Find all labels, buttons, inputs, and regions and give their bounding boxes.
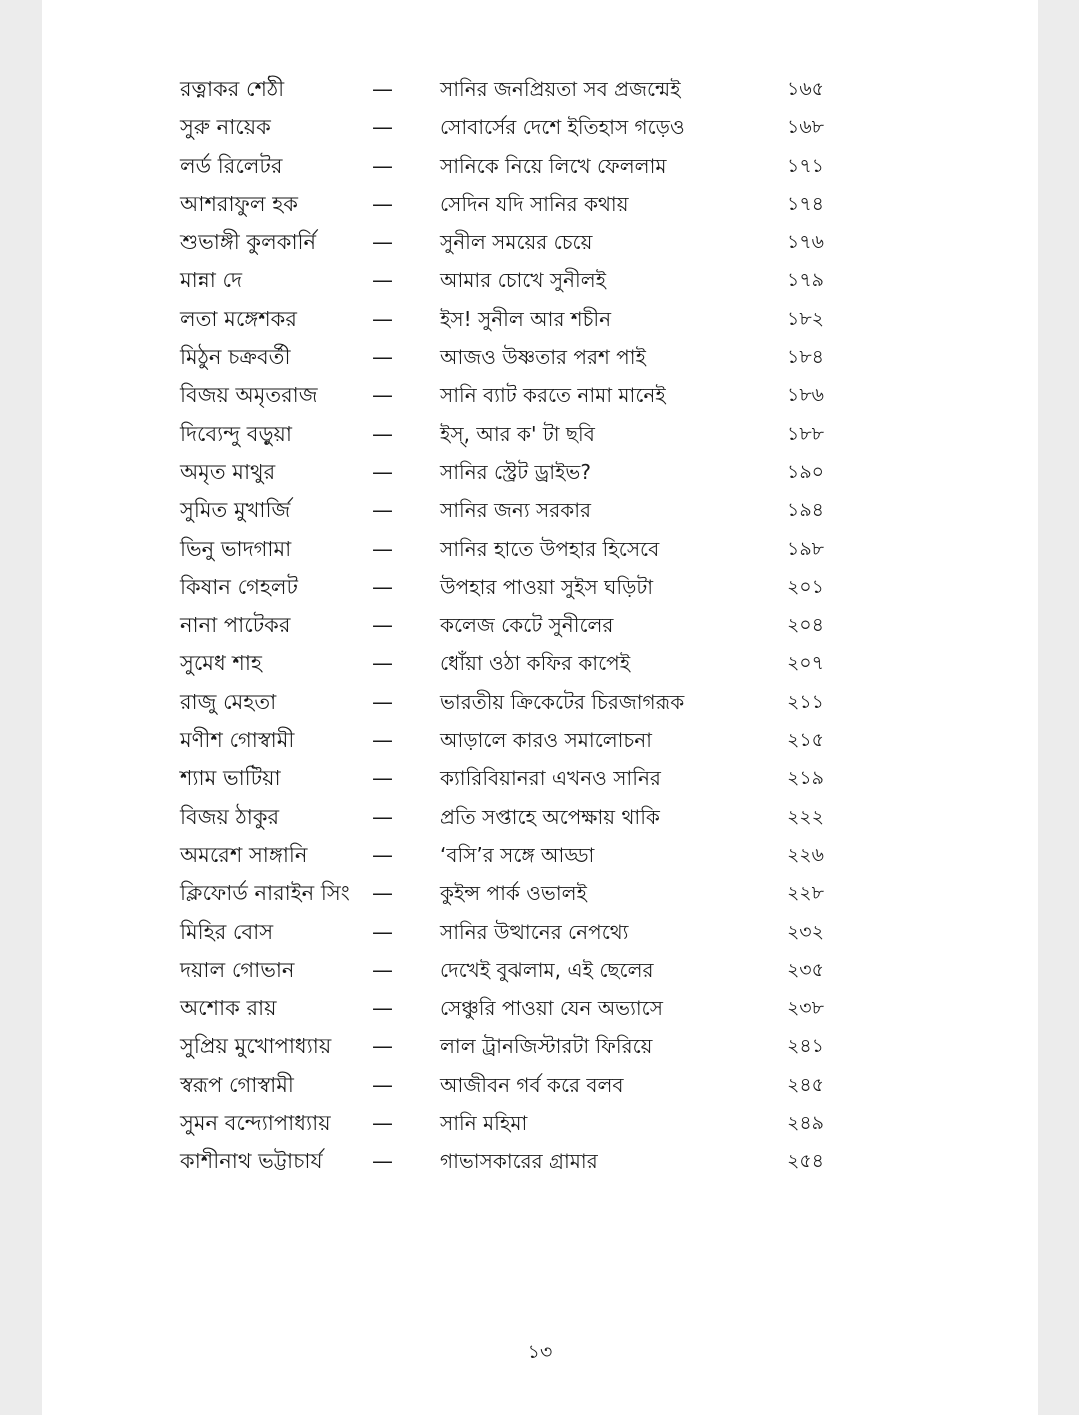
toc-title: আমার চোখে সুনীলই [440, 268, 607, 293]
toc-author: কাশীনাথ ভট্টাচার্য [180, 1149, 323, 1174]
toc-page-number: ১৮৮ [787, 422, 824, 445]
toc-separator: — [372, 1149, 393, 1174]
toc-title: কুইন্স পার্ক ওভালই [440, 881, 587, 906]
toc-row [42, 415, 1038, 453]
toc-row [42, 453, 1038, 491]
toc-separator: — [372, 421, 393, 446]
toc-row [42, 606, 1038, 644]
toc-author: ক্লিফোর্ড নারাইন সিং [180, 881, 350, 906]
toc-row [42, 185, 1038, 223]
toc-author: রত্নাকর শেঠী [180, 77, 285, 101]
toc-row [42, 951, 1038, 989]
toc-page-number: ১৮৬ [786, 384, 824, 407]
toc-separator: — [372, 574, 393, 599]
toc-title: প্রতি সপ্তাহে অপেক্ষায় থাকি [440, 804, 660, 829]
toc-title: সানির উত্থানের নেপথ্যে [440, 919, 629, 944]
toc-page-number: ২৪১ [786, 1035, 824, 1058]
toc-separator: — [372, 1034, 393, 1059]
toc-separator: — [372, 1072, 393, 1097]
toc-author: দয়াল গোভান [180, 957, 295, 982]
toc-page-number: ১৭৪ [786, 192, 824, 215]
toc-title: সানি মহিমা [440, 1111, 528, 1136]
toc-separator: — [372, 536, 393, 561]
toc-author: ভিনু ভাদগামা [180, 536, 292, 561]
toc-separator: — [372, 77, 393, 101]
toc-author: বিজয় অমৃতরাজ [180, 383, 318, 408]
toc-page-number: ২৩৫ [786, 958, 824, 981]
toc-author: নানা পাটেকর [180, 613, 291, 638]
book-page [42, 0, 1038, 1415]
toc-page-number: ২০৪ [786, 614, 824, 637]
toc-page-number: ২৪৯ [786, 1112, 824, 1135]
toc-author: শ্যাম ভাটিয়া [180, 766, 281, 791]
page-number: ১৩ [527, 1341, 553, 1363]
toc-page-number: ১৬৫ [786, 78, 824, 100]
toc-title: দেখেই বুঝলাম, এই ছেলের [440, 957, 654, 982]
toc-row [42, 836, 1038, 874]
toc-row [42, 798, 1038, 836]
toc-page-number: ২৩৮ [786, 997, 824, 1020]
toc-row [42, 759, 1038, 797]
toc-author: রাজু মেহতা [180, 689, 277, 714]
toc-row [42, 376, 1038, 414]
toc-page-number: ১৬৮ [786, 116, 824, 139]
toc-row [42, 1142, 1038, 1180]
toc-author: বিজয় ঠাকুর [180, 804, 280, 829]
toc-author: সুমেধ শাহ [180, 651, 262, 676]
toc-separator: — [372, 957, 393, 982]
toc-title: সানির স্ট্রেট ড্রাইভ? [440, 459, 591, 484]
toc-separator: — [372, 804, 393, 829]
toc-page-number: ১৯৮ [787, 537, 824, 560]
toc-page-number: ১৯৪ [787, 499, 824, 522]
toc-page-number: ১৯০ [786, 460, 824, 483]
toc-page-number: ১৭৬ [786, 231, 824, 254]
toc-row [42, 108, 1038, 146]
toc-title: ‘বসি’র সঙ্গে আড্ডা [440, 842, 595, 867]
toc-separator: — [372, 1111, 393, 1136]
toc-separator: — [372, 383, 393, 408]
toc-row [42, 491, 1038, 529]
toc-title: সানিকে নিয়ে লিখে ফেললাম [440, 153, 667, 178]
toc-author: দিব্যেন্দু বড়ুয়া [180, 421, 292, 446]
toc-author: সুমিত মুখার্জি [180, 498, 291, 523]
toc-row [42, 568, 1038, 606]
toc-page-number: ২২৮ [786, 882, 824, 905]
toc-row [42, 721, 1038, 759]
toc-page-number: ১৮৪ [787, 346, 824, 369]
toc-separator: — [372, 268, 393, 293]
toc-title: সোবার্সের দেশে ইতিহাস গড়েও [440, 115, 685, 140]
toc-title: ইস! সুনীল আর শচীন [440, 306, 612, 331]
toc-title: ক্যারিবিয়ানরা এখনও সানির [440, 766, 661, 791]
toc-row [42, 338, 1038, 376]
toc-separator: — [372, 919, 393, 944]
toc-page-number: ১৭১ [786, 154, 824, 177]
toc-title: আজও উষ্ণতার পরশ পাই [440, 345, 646, 370]
toc-separator: — [372, 881, 393, 906]
toc-separator: — [372, 728, 393, 753]
table-of-contents [42, 70, 1038, 1181]
toc-title: ইস্, আর ক' টা ছবি [440, 421, 595, 446]
toc-title: উপহার পাওয়া সুইস ঘড়িটা [440, 574, 654, 599]
toc-page-number: ২১১ [786, 690, 824, 713]
toc-separator: — [372, 498, 393, 523]
toc-title: সুনীল সময়ের চেয়ে [440, 230, 593, 255]
toc-row [42, 683, 1038, 721]
toc-title: সানির জন্য সরকার [440, 498, 592, 523]
toc-author: অমরেশ সাঙ্গানি [180, 842, 308, 867]
toc-title: সেদিন যদি সানির কথায় [440, 191, 629, 216]
toc-row [42, 530, 1038, 568]
toc-separator: — [372, 651, 393, 676]
toc-author: সুরু নায়েক [180, 115, 271, 140]
toc-author: অশোক রায় [180, 996, 277, 1021]
toc-separator: — [372, 613, 393, 638]
toc-author: মণীশ গোস্বামী [180, 728, 295, 753]
toc-separator: — [372, 306, 393, 331]
toc-author: সুমন বন্দ্যোপাধ্যায় [180, 1111, 331, 1136]
toc-author: মিহির বোস [180, 919, 274, 944]
toc-author: শুভাঙ্গী কুলকার্নি [180, 230, 317, 255]
toc-title: সানির জনপ্রিয়তা সব প্রজন্মেই [440, 77, 681, 101]
toc-page-number: ২৩২ [786, 920, 824, 943]
toc-page-number: ২২২ [786, 805, 824, 828]
toc-row [42, 147, 1038, 185]
toc-author: লর্ড রিলেটর [180, 153, 283, 178]
toc-page-number: ১৮২ [786, 307, 824, 330]
toc-page-number: ২১৫ [786, 729, 824, 752]
toc-author: লতা মঙ্গেশকর [180, 306, 297, 331]
toc-row [42, 1066, 1038, 1104]
toc-row [42, 874, 1038, 912]
toc-title: গাভাসকারের গ্রামার [440, 1149, 598, 1174]
toc-page-number: ২১৯ [786, 767, 824, 790]
toc-row [42, 989, 1038, 1027]
toc-row [42, 261, 1038, 299]
toc-separator: — [372, 153, 393, 178]
toc-author: কিষান গেহলট [180, 574, 298, 599]
toc-row [42, 913, 1038, 951]
toc-row [42, 70, 1038, 108]
toc-page-number: ২৫৪ [786, 1150, 824, 1173]
toc-separator: — [372, 115, 393, 140]
toc-row [42, 300, 1038, 338]
toc-title: লাল ট্রানজিস্টারটা ফিরিয়ে [440, 1034, 653, 1059]
toc-row [42, 644, 1038, 682]
toc-author: সুপ্রিয় মুখোপাধ্যায় [180, 1034, 332, 1059]
toc-author: আশরাফুল হক [180, 191, 298, 216]
toc-title: ভারতীয় ক্রিকেটের চিরজাগরূক [440, 689, 685, 714]
toc-title: আড়ালে কারও সমালোচনা [440, 728, 652, 753]
toc-separator: — [372, 230, 393, 255]
toc-title: সেঞ্চুরি পাওয়া যেন অভ্যাসে [440, 996, 663, 1021]
toc-separator: — [372, 345, 393, 370]
toc-row [42, 223, 1038, 261]
toc-title: আজীবন গর্ব করে বলব [440, 1072, 624, 1097]
toc-separator: — [372, 689, 393, 714]
toc-title: সানির হাতে উপহার হিসেবে [440, 536, 660, 561]
toc-row [42, 1104, 1038, 1142]
toc-page-number: ২৪৫ [786, 1073, 824, 1096]
toc-separator: — [372, 996, 393, 1021]
toc-author: অমৃত মাথুর [180, 459, 276, 484]
toc-title: সানি ব্যাট করতে নামা মানেই [440, 383, 666, 408]
toc-author: স্বরূপ গোস্বামী [180, 1072, 294, 1097]
toc-page-number: ১৭৯ [786, 269, 824, 292]
toc-separator: — [372, 766, 393, 791]
toc-row [42, 1027, 1038, 1065]
toc-separator: — [372, 842, 393, 867]
toc-page-number: ২০৭ [786, 652, 824, 675]
toc-page-number: ২২৬ [786, 843, 824, 866]
toc-separator: — [372, 191, 393, 216]
toc-author: মিঠুন চক্রবর্তী [180, 345, 291, 370]
toc-page-number: ২০১ [786, 575, 824, 598]
toc-author: মান্না দে [180, 268, 243, 293]
toc-title: ধোঁয়া ওঠা কফির কাপেই [440, 651, 631, 676]
toc-separator: — [372, 459, 393, 484]
toc-title: কলেজ কেটে সুনীলের [440, 613, 614, 638]
